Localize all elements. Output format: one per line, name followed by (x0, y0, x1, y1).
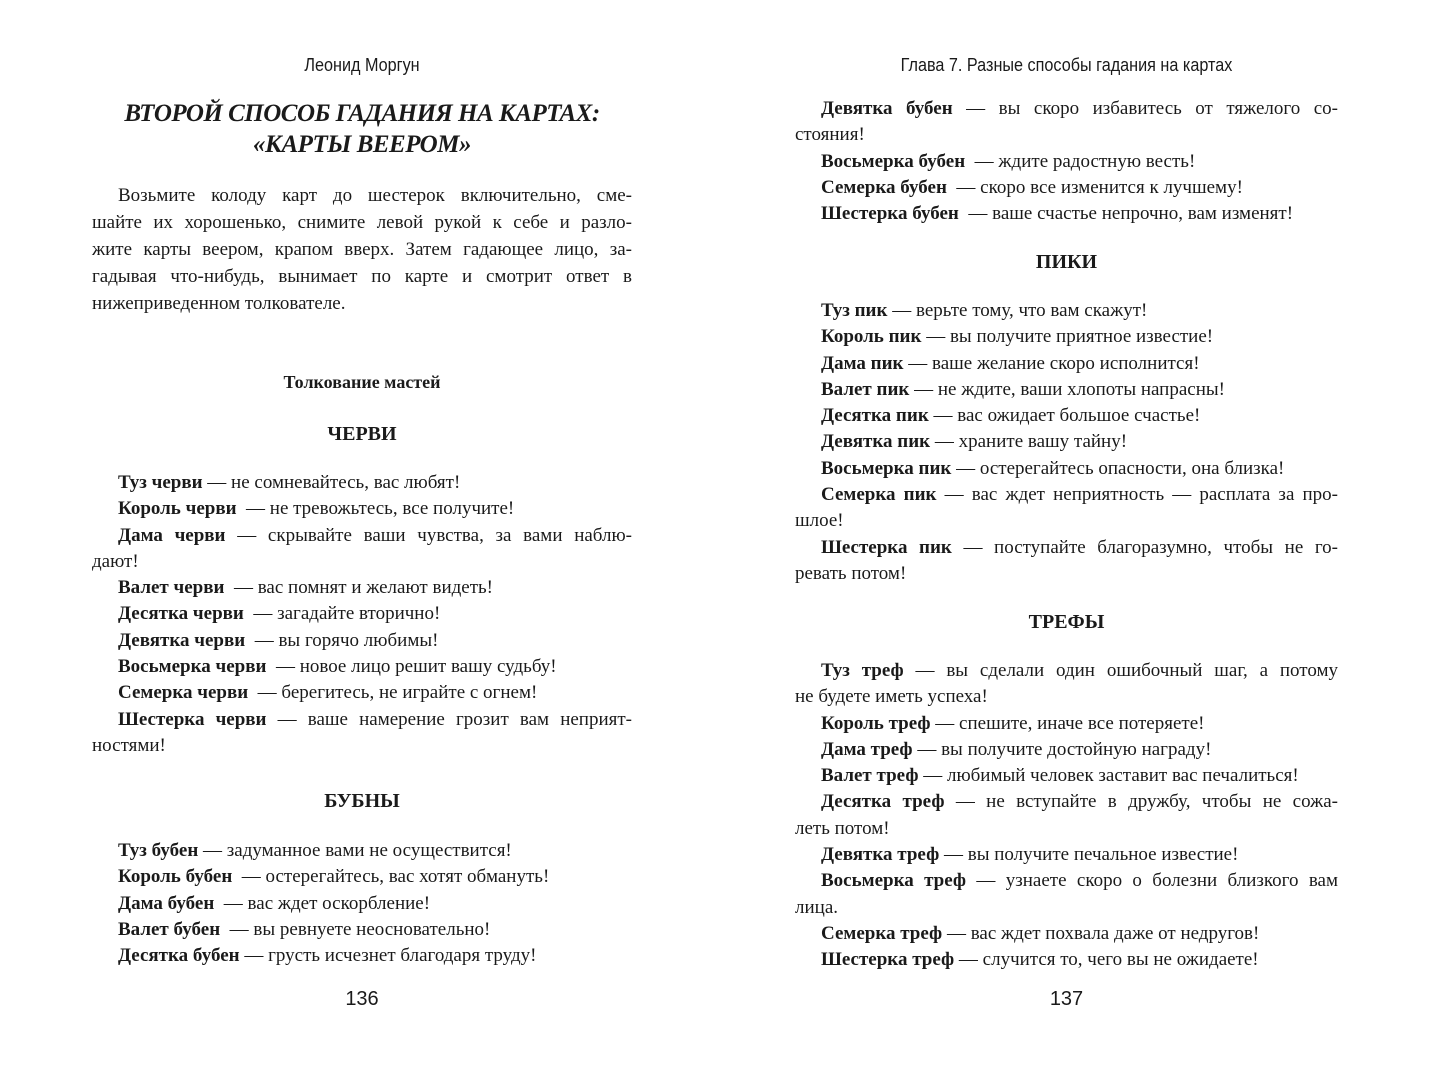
card-meaning: — поступайте благоразумно, чтобы не го- (951, 536, 1338, 558)
card-meaning-entry (795, 175, 1338, 201)
page-number: 137 (1049, 988, 1084, 1010)
card-name: Король треф (821, 712, 931, 734)
card-meaning-entry (795, 737, 1338, 763)
card-name: Туз треф (821, 660, 904, 681)
card-meaning-entry (795, 351, 1338, 377)
card-meaning: — вас ждет неприятность — расплата за про- (936, 484, 1338, 506)
running-head: Глава 7. Разные способы гадания на картах (900, 55, 1233, 75)
title-line: ВТОРОЙ СПОСОБ ГАДАНИЯ НА КАРТАХ: (124, 100, 600, 127)
card-meaning-entry (795, 921, 1338, 947)
page-number: 136 (345, 988, 379, 1010)
card-meaning-entry (92, 575, 632, 601)
card-meaning: — спешите, иначе все потеряете! (930, 712, 1205, 734)
card-meaning: — верьте тому, что вам скажут! (887, 300, 1148, 321)
card-meaning-entry (92, 496, 632, 522)
card-name: Девятка черви (118, 629, 246, 651)
card-meaning: — вы получите приятное известие! (921, 326, 1214, 348)
card-meaning-entry (92, 917, 632, 943)
card-meaning: — скоро все изменится к лучшему! (946, 176, 1243, 198)
card-meaning-entry (795, 482, 1338, 508)
card-meaning: — берегитесь, не играйте с огнем! (248, 682, 538, 704)
card-meaning-continuation: шлое! (795, 510, 844, 532)
card-meaning-entry (92, 943, 632, 969)
intro-paragraph (92, 182, 632, 317)
card-meaning-entry (795, 201, 1338, 227)
subheading: Толкование мастей (283, 372, 441, 392)
card-meaning: — не тревожьтесь, все получите! (236, 498, 515, 520)
card-meaning: — остерегайтесь, вас хотят обмануть! (232, 866, 550, 888)
card-meaning-entry (795, 403, 1338, 429)
card-name: Десятка треф (821, 791, 945, 813)
card-meaning: — остерегайтесь опасности, она близка! (951, 457, 1285, 479)
card-meaning: — вас ждет похвала даже от недругов! (942, 922, 1260, 944)
card-meaning-entry (795, 842, 1338, 868)
card-meaning: — не сомневайтесь, вас любят! (202, 472, 461, 493)
card-meaning: — вы горячо любимы! (245, 629, 439, 651)
card-meaning-entry (795, 149, 1338, 175)
card-meaning-continuation: стояния! (795, 124, 865, 146)
card-meaning: — вас ждет оскорбление! (214, 892, 431, 914)
card-meaning: — не вступайте в дружбу, чтобы не сожа- (944, 791, 1338, 813)
suit-heading: ЧЕРВИ (327, 423, 397, 445)
card-meaning: — ваше желание скоро исполнится! (903, 352, 1200, 374)
card-meaning: — загадайте вторично! (243, 603, 441, 625)
paragraph-line: гадывая что-нибудь, вынимает по карте и смотрит ответ в (92, 266, 632, 287)
suit-heading: БУБНЫ (324, 790, 400, 812)
card-name: Дама треф (821, 738, 913, 760)
card-meaning-continuation: леть потом! (795, 817, 890, 839)
card-meaning-entry (795, 868, 1338, 894)
card-meaning: — вы ревнуете неосновательно! (220, 918, 491, 940)
card-meaning: — скрывайте ваши чувства, за вами наблю- (225, 524, 633, 546)
card-name: Дама пик (821, 352, 904, 374)
card-meaning: — узнаете скоро о болезни близкого вам (966, 870, 1339, 892)
card-meaning-entry (92, 601, 632, 627)
card-name: Король пик (821, 326, 922, 348)
card-name: Король черви (118, 498, 237, 520)
card-name: Туз черви (118, 472, 203, 493)
card-meaning: — любимый человек заставит вас печалиться! (918, 765, 1299, 787)
paragraph-line: жите карты веером, крапом вверх. Затем гадающее лицо, за- (92, 239, 632, 260)
card-meaning-entry (795, 711, 1338, 737)
card-name: Валет треф (821, 765, 919, 787)
card-meaning-entry (795, 658, 1338, 684)
chapter-title (92, 98, 632, 160)
card-name: Шестерка пик (821, 536, 952, 558)
card-meanings-list (795, 96, 1338, 227)
card-name: Семерка треф (821, 922, 943, 944)
suit-heading: ПИКИ (1035, 251, 1098, 273)
card-meaning: — вас ожидает большое счастье! (928, 405, 1201, 427)
card-meaning-entry (92, 654, 632, 680)
card-name: Туз бубен (118, 840, 199, 861)
card-name: Восьмерка черви (118, 656, 267, 678)
card-meaning-entry (795, 456, 1338, 482)
card-name: Дама бубен (118, 892, 215, 914)
card-meaning-entry (92, 707, 632, 733)
card-meaning-continuation: дают! (92, 550, 139, 572)
card-name: Семерка пик (821, 484, 937, 506)
card-meaning: — задуманное вами не осуществится! (198, 840, 512, 861)
card-name: Валет бубен (118, 918, 221, 940)
card-meaning: — вы скоро избавитесь от тяжелого со- (952, 98, 1338, 119)
card-name: Девятка пик (821, 431, 931, 453)
card-meaning: — ваше счастье непрочно, вам изменят! (958, 203, 1294, 225)
card-name: Шестерка треф (821, 949, 955, 971)
card-name: Валет пик (821, 378, 910, 400)
right-page (795, 0, 1338, 1080)
card-meaning-entry (795, 947, 1338, 973)
title-line: «КАРТЫ ВЕЕРОМ» (253, 131, 471, 158)
suit-heading: ТРЕФЫ (1028, 611, 1105, 633)
card-meaning-entry (795, 535, 1338, 561)
left-page (92, 0, 632, 1080)
card-name: Валет черви (118, 577, 225, 599)
card-name: Девятка треф (821, 844, 940, 866)
card-meaning: — новое лицо решит вашу судьбу! (266, 656, 557, 678)
card-name: Восьмерка пик (821, 457, 952, 479)
card-meaning: — случится то, чего вы не ожидаете! (954, 949, 1259, 971)
card-meaning: — храните вашу тайну! (930, 431, 1128, 453)
card-name: Девятка бубен (821, 98, 953, 119)
card-name: Десятка бубен (118, 945, 240, 967)
card-meaning-continuation: ностями! (92, 734, 166, 756)
card-name: Десятка черви (118, 603, 244, 625)
card-meaning: — не ждите, ваши хлопоты напрасны! (909, 378, 1225, 400)
card-meaning-continuation: не будете иметь успеха! (795, 686, 988, 708)
card-meanings-list (92, 838, 632, 969)
card-meanings-list (795, 658, 1338, 974)
card-name: Семерка бубен (821, 176, 947, 198)
card-name: Восьмерка бубен (821, 150, 966, 172)
card-name: Десятка пик (821, 405, 929, 427)
card-meaning-continuation: лица. (795, 896, 839, 918)
card-meaning: — ваше намерение грозит вам неприят- (266, 708, 632, 730)
card-meaning-entry (795, 324, 1338, 350)
card-meaning-entry (795, 763, 1338, 789)
card-name: Восьмерка треф (821, 870, 967, 892)
card-meaning: — грусть исчезнет благодаря труду! (239, 945, 537, 967)
card-name: Туз пик (821, 300, 888, 321)
card-meaning-entry (92, 891, 632, 917)
card-meaning-entry (92, 628, 632, 654)
card-meaning-entry (92, 523, 632, 549)
card-meaning: — вас помнят и желают видеть! (224, 577, 494, 599)
card-meaning-entry (795, 298, 1338, 324)
card-meaning-entry (795, 429, 1338, 455)
running-head: Леонид Моргун (304, 55, 420, 75)
card-meaning: — ждите радостную весть! (965, 150, 1196, 172)
card-name: Дама черви (118, 524, 226, 546)
paragraph-line: Возьмите колоду карт до шестерок включительно, сме- (118, 185, 632, 206)
card-name: Шестерка черви (118, 708, 267, 730)
card-meaning: — вы получите печальное известие! (939, 844, 1239, 866)
card-meaning-entry (92, 864, 632, 890)
card-meaning-continuation: ревать потом! (795, 562, 907, 584)
card-meaning: — вы сделали один ошибочный шаг, а потому (903, 660, 1338, 681)
card-meaning-entry (795, 96, 1338, 122)
card-name: Семерка черви (118, 682, 249, 704)
card-meaning-entry (92, 838, 632, 864)
paragraph-line: шайте их хорошенько, снимите левой рукой к себе и разло- (92, 212, 632, 233)
card-name: Шестерка бубен (821, 203, 959, 225)
card-meaning: — вы получите достойную награду! (912, 738, 1212, 760)
card-name: Король бубен (118, 866, 233, 888)
card-meanings-list (795, 298, 1338, 587)
card-meaning-entry (795, 789, 1338, 815)
card-meaning-entry (92, 470, 632, 496)
card-meaning-entry (795, 377, 1338, 403)
card-meaning-entry (92, 680, 632, 706)
paragraph-line: нижеприведенном толкователе. (92, 293, 346, 314)
card-meanings-list (92, 470, 632, 759)
